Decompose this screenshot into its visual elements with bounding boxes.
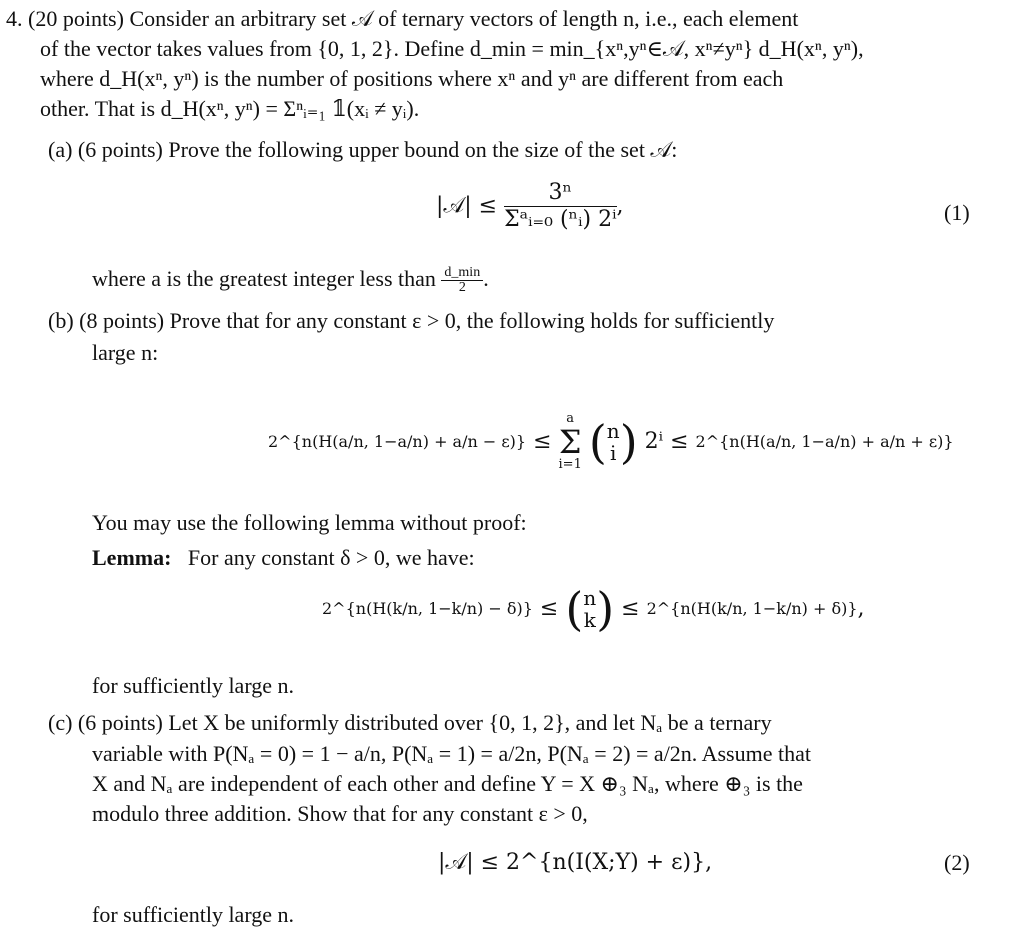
lemma-tail: ,	[857, 596, 865, 621]
part-b-text-2: large n:	[92, 340, 159, 365]
equation-2-number: (2)	[944, 850, 970, 875]
eqb-sum-top: a	[566, 411, 575, 426]
part-b-heading	[48, 308, 774, 334]
where-frac-num: d_min	[441, 266, 483, 281]
eqb-sum-symbol: Σ	[558, 423, 582, 461]
lemma-left: 2^{n(H(k/n, 1−k/n) − δ)}	[322, 599, 533, 618]
part-a-heading	[48, 137, 677, 163]
eqb-binom	[607, 420, 620, 464]
lemma-line	[92, 545, 475, 571]
eq1-numerator: 3ⁿ	[504, 180, 616, 207]
eqb-left: 2^{n(H(a/n, 1−a/n) + a/n − ε)}	[268, 432, 527, 451]
problem-intro-line-4: other. That is d_H(xⁿ, yⁿ) = Σⁿᵢ₌₁ 𝟙(xᵢ ≠ yᵢ).	[40, 96, 420, 121]
eq1-denominator: Σᵃᵢ₌₀ (ⁿᵢ) 2ⁱ	[504, 207, 617, 232]
lemma-after: for sufficiently large n.	[92, 673, 295, 698]
lemma-equation: 2^{n(H(k/n, 1−k/n) − δ)} ≤ ( n k ) ≤ 2^{n(H(k/n, 1−k/n) + δ)},	[322, 582, 865, 636]
problem-points: (20 points)	[28, 6, 124, 31]
eqb-pow: 2ⁱ	[644, 429, 664, 454]
where-frac-den: 2	[458, 280, 466, 296]
part-c-text-1: (6 points) Let X be uniformly distributed over {0, 1, 2}, and let Nₐ be a ternary	[77, 710, 772, 735]
lemma-binom-top: n	[583, 586, 597, 610]
part-b-text-1: (8 points) Prove that for any constant ε > 0, the following holds for sufficiently	[79, 308, 775, 333]
problem-intro-line-3: where d_H(xⁿ, yⁿ) is the number of positions where xⁿ and yⁿ are different from each	[40, 66, 784, 91]
eqb-right: 2^{n(H(a/n, 1−a/n) + a/n + ε)}	[695, 432, 954, 451]
where-text: where a is the greatest integer less than	[92, 266, 436, 291]
problem-intro-text-1: Consider an arbitrary set 𝒜 of ternary vectors of length n, i.e., each element	[129, 6, 799, 31]
part-c-text-2: variable with P(Nₐ = 0) = 1 − a/n, P(Nₐ = 1) = a/2n, P(Nₐ = 2) = a/2n. Assume that	[92, 741, 811, 766]
eq1-lhs: |𝒜| ≤	[436, 193, 498, 219]
problem-intro-line-1	[6, 6, 798, 32]
lemma-label: Lemma:	[92, 545, 172, 570]
lemma-binom	[583, 587, 596, 631]
part-a-where	[92, 266, 489, 295]
part-b-label: (b)	[48, 308, 74, 333]
part-c-heading	[48, 710, 772, 736]
equation-b: 2^{n(H(a/n, 1−a/n) + a/n − ε)} ≤ a Σ i=1 ( n i ) 2ⁱ ≤ 2^{n(H(a/n, 1−a/n) + a/n + ε)}	[268, 411, 954, 472]
problem-number: 4.	[6, 6, 23, 31]
part-c-text-3: X and Nₐ are independent of each other and define Y = X ⊕₃ Nₐ, where ⊕₃ is the	[92, 771, 803, 796]
part-a-label: (a)	[48, 137, 73, 162]
where-end: .	[483, 266, 489, 291]
part-c-after: for sufficiently large n.	[92, 902, 295, 927]
part-c-text-4: modulo three addition. Show that for any constant ε > 0,	[92, 801, 588, 826]
lemma-text: For any constant δ > 0, we have:	[187, 545, 475, 570]
lemma-binom-bottom: k	[583, 608, 596, 632]
eq1-tail: ,	[616, 193, 624, 219]
eqb-binom-bottom: i	[610, 441, 617, 465]
eqb-binom-top: n	[606, 419, 620, 443]
lemma-intro: You may use the following lemma without proof:	[92, 510, 527, 535]
lemma-right: 2^{n(H(k/n, 1−k/n) + δ)}	[646, 599, 858, 618]
eqb-sum-bottom: i=1	[558, 457, 582, 472]
part-a-text: (6 points) Prove the following upper bound on the size of the set 𝒜:	[77, 137, 678, 162]
part-c-label: (c)	[48, 710, 73, 735]
eqb-sum	[559, 412, 582, 472]
equation-1-number: (1)	[944, 200, 970, 225]
equation-2: |𝒜| ≤ 2^{n(I(X;Y) + ε)},	[438, 850, 713, 875]
equation-1	[436, 180, 624, 233]
where-fraction	[441, 266, 483, 295]
problem-intro-line-2: of the vector takes values from {0, 1, 2}. Define d_min = min_{xⁿ,yⁿ∈𝒜, xⁿ≠yⁿ} d_H(xⁿ, yⁿ),	[40, 36, 864, 61]
eq1-fraction	[504, 180, 616, 233]
